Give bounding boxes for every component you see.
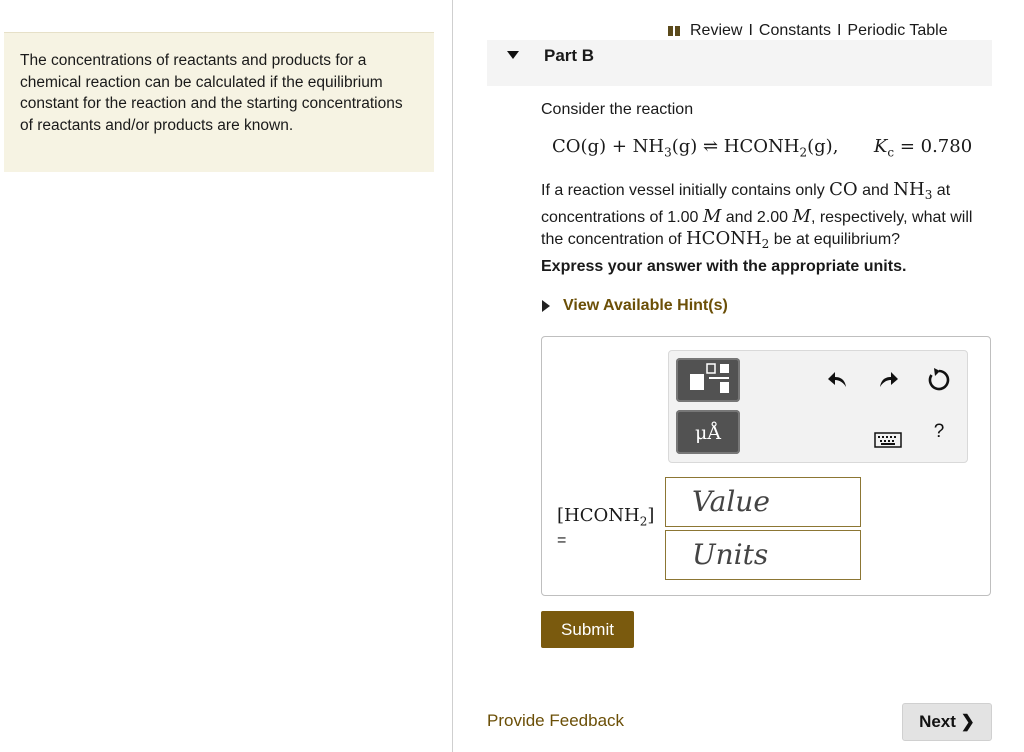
help-button[interactable]: ? xyxy=(933,421,945,442)
caret-right-icon xyxy=(542,300,550,312)
q-text: be at equilibrium? xyxy=(769,231,901,249)
view-hints-label: View Available Hint(s) xyxy=(563,297,728,314)
periodic-table-link[interactable]: Periodic Table xyxy=(847,22,948,39)
reset-icon[interactable] xyxy=(926,366,950,398)
value-input[interactable]: Value xyxy=(665,477,861,527)
units-button[interactable]: μÅ xyxy=(676,410,740,454)
q-text: , respectively, what will the concentration of xyxy=(541,209,973,249)
collapse-triangle-icon[interactable] xyxy=(507,51,519,59)
review-link[interactable]: Review xyxy=(690,22,743,39)
question-text xyxy=(541,179,991,255)
eq-part: (g), xyxy=(807,136,839,157)
reaction-equation xyxy=(552,136,972,160)
redo-icon[interactable] xyxy=(876,368,900,398)
q-text: and 2.00 xyxy=(721,209,793,227)
q-formula: NH xyxy=(893,179,925,200)
top-links xyxy=(668,22,948,40)
intro-box xyxy=(4,32,434,172)
q-sub: 2 xyxy=(761,237,770,252)
eq-sub: 3 xyxy=(664,145,672,160)
express-instruction: Express your answer with the appropriate units. xyxy=(541,258,907,275)
answer-label-close: ] xyxy=(647,505,655,526)
next-button[interactable]: Next ❯ xyxy=(902,703,992,741)
q-unit: M xyxy=(702,206,722,228)
kc-sub: c xyxy=(887,145,895,160)
undo-icon[interactable] xyxy=(826,368,850,398)
kc-value: = 0.780 xyxy=(899,136,973,157)
units-input[interactable]: Units xyxy=(665,530,861,580)
q-text: at concentrations of 1.00 xyxy=(541,182,951,227)
eq-part: CO(g) + NH xyxy=(552,136,665,157)
kc-symbol: K xyxy=(873,136,888,157)
answer-label-main: [HCONH xyxy=(557,505,640,526)
book-icon xyxy=(668,26,680,36)
answer-label xyxy=(557,505,654,529)
templates-button[interactable] xyxy=(676,358,740,402)
constants-link[interactable]: Constants xyxy=(758,22,831,39)
q-sub: 3 xyxy=(924,188,933,203)
view-hints-toggle[interactable] xyxy=(542,297,728,315)
part-header[interactable] xyxy=(487,40,992,86)
q-unit: M xyxy=(792,206,811,228)
answer-label-sub: 2 xyxy=(639,514,648,529)
eq-part: (g) ⇌ HCONH xyxy=(671,136,800,157)
eq-sub: 2 xyxy=(799,145,808,160)
link-separator: I xyxy=(836,22,842,39)
column-divider xyxy=(452,0,453,752)
part-title: Part B xyxy=(544,46,595,65)
provide-feedback-link[interactable]: Provide Feedback xyxy=(487,711,625,730)
q-text: and xyxy=(857,182,894,199)
submit-button[interactable]: Submit xyxy=(541,611,634,648)
q-formula: CO xyxy=(829,179,858,200)
q-text: If a reaction vessel initially contains only xyxy=(541,182,830,199)
consider-text: Consider the reaction xyxy=(541,101,694,118)
link-separator: I xyxy=(748,22,753,39)
q-formula: HCONH xyxy=(685,228,762,250)
keyboard-icon[interactable] xyxy=(874,428,898,454)
intro-text: The concentrations of reactants and products for a chemical reaction can be calculated if the equilibrium constant for the reaction and the starting concentrations of reactants and/or products are known. xyxy=(20,52,403,134)
templates-icon xyxy=(676,358,740,402)
equals-sign: = xyxy=(557,532,567,549)
